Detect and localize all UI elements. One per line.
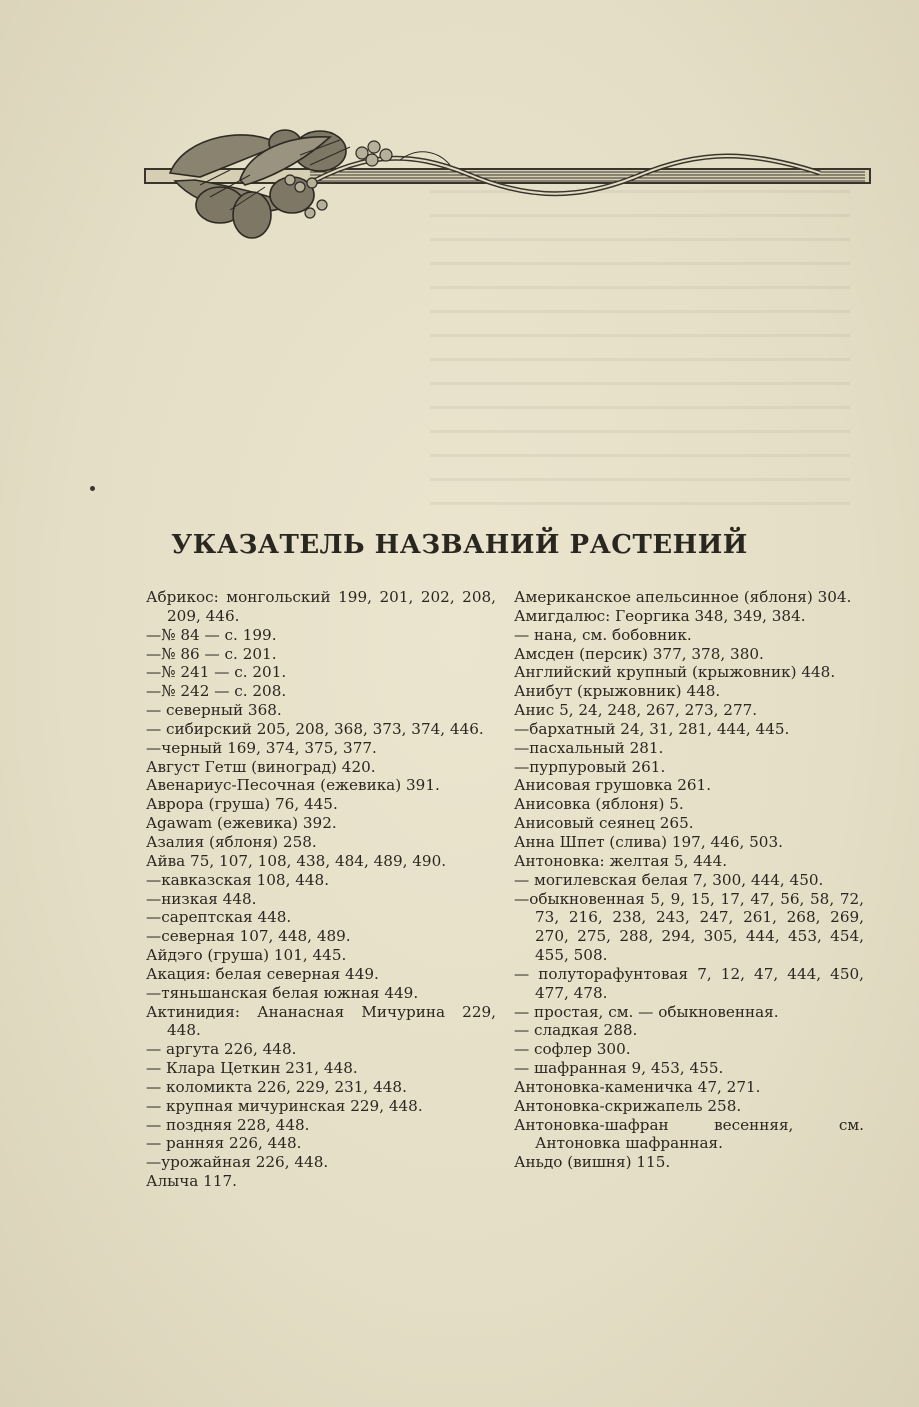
index-entry: Аврора (груша) 76, 445. <box>146 795 338 814</box>
index-entry: Абрикос: монгольский 199, 201, 202, 208, 209, 446. <box>146 588 496 625</box>
index-entry: —№ 84 — с. 199. <box>146 625 277 644</box>
index-entry: Анисовка (яблоня) 5. <box>514 795 684 814</box>
index-entry: — поздняя 228, 448. <box>146 1115 310 1134</box>
index-entry: — могилевская белая 7, 300, 444, 450. <box>514 870 824 889</box>
index-entry: Анисовая грушовка 261. <box>514 776 712 795</box>
index-entry: Антоновка: желтая 5, 444. <box>514 851 728 870</box>
index-entry: —низкая 448. <box>146 889 257 908</box>
index-entry: —кавказская 108, 448. <box>146 870 330 889</box>
index-entry: Алыча 117. <box>146 1172 237 1191</box>
index-entry: — нана, см. бобовник. <box>514 625 692 644</box>
index-entry: —№ 86 — с. 201. <box>146 644 277 663</box>
index-entry: Английский крупный (крыжовник) 448. <box>514 663 836 682</box>
index-entry: —бархатный 24, 31, 281, 444, 445. <box>514 719 790 738</box>
index-entry: Амигдалюс: Георгика 348, 349, 384. <box>514 606 806 625</box>
index-entry: — сибирский 205, 208, 368, 373, 374, 446. <box>146 719 484 738</box>
index-entry: — Клара Цеткин 231, 448. <box>146 1059 358 1078</box>
index-entry: —№ 242 — с. 208. <box>146 682 287 701</box>
ink-speck <box>90 486 95 491</box>
index-entry: Актинидия: Ананасная Мичурина 229, 448. <box>146 1002 496 1040</box>
index-entry: Антоновка-скрижапель 258. <box>514 1096 742 1115</box>
index-entry: Анисовый сеянец 265. <box>514 814 694 833</box>
index-column-right <box>514 588 864 1172</box>
index-entry: — северный 368. <box>146 701 282 720</box>
index-entry: — аргута 226, 448. <box>146 1040 297 1059</box>
index-entry: — софлер 300. <box>514 1040 631 1059</box>
index-column-left <box>146 588 496 1191</box>
index-entry: — шафранная 9, 453, 455. <box>514 1059 724 1078</box>
index-entry: —сарептская 448. <box>146 908 292 927</box>
index-entry: —пурпуровый 261. <box>514 757 666 776</box>
index-entry: —северная 107, 448, 489. <box>146 927 351 946</box>
ornament-headpiece <box>140 125 875 245</box>
index-entry: — крупная мичуринская 229, 448. <box>146 1096 423 1115</box>
index-entry: Аньдо (вишня) 115. <box>514 1153 671 1172</box>
index-entry: —обыкновенная 5, 9, 15, 17, 47, 56, 58, 72, 73, 216, 238, 243, 247, 261, 268, 269, 270, 275, 288, 294, 305, 444, 453, 454, 455, 508. <box>514 889 864 965</box>
index-entry: Азалия (яблоня) 258. <box>146 832 317 851</box>
index-entry: — ранняя 226, 448. <box>146 1134 302 1153</box>
index-entry: — сладкая 288. <box>514 1021 638 1040</box>
index-entry: Акация: белая северная 449. <box>146 964 379 983</box>
index-entry: Айдэго (груша) 101, 445. <box>146 946 347 965</box>
index-entry: — коломикта 226, 229, 231, 448. <box>146 1077 407 1096</box>
index-entry: Авенариус-Песочная (ежевика) 391. <box>146 776 440 795</box>
index-entry: —№ 241 — с. 201. <box>146 663 287 682</box>
index-entry: Американское апельсинное (яблоня) 304. <box>514 588 852 606</box>
index-entry: —пасхальный 281. <box>514 738 664 757</box>
index-entry: Анибут (крыжовник) 448. <box>514 682 721 701</box>
index-entry: —черный 169, 374, 375, 377. <box>146 738 377 757</box>
index-entry: Анис 5, 24, 248, 267, 273, 277. <box>514 701 758 720</box>
index-entry: — простая, см. — обыкновенная. <box>514 1002 779 1021</box>
index-entry: Антоновка-шафран весенняя, см. Антоновка шафранная. <box>514 1115 864 1153</box>
index-entry: Антоновка-каменичка 47, 271. <box>514 1077 761 1096</box>
index-entry: —урожайная 226, 448. <box>146 1153 329 1172</box>
index-entry: Амсден (персик) 377, 378, 380. <box>514 644 764 663</box>
index-entry: Agawam (ежевика) 392. <box>146 814 337 833</box>
index-entry: Август Гетш (виноград) 420. <box>146 757 376 776</box>
page-title: УКАЗАТЕЛЬ НАЗВАНИЙ РАСТЕНИЙ <box>171 530 748 560</box>
index-entry: —тяньшанская белая южная 449. <box>146 983 419 1002</box>
index-entry: Анна Шпет (слива) 197, 446, 503. <box>514 832 783 851</box>
index-entry: Айва 75, 107, 108, 438, 484, 489, 490. <box>146 851 447 870</box>
index-entry: — полуторафунтовая 7, 12, 47, 444, 450, 477, 478. <box>514 964 864 1002</box>
